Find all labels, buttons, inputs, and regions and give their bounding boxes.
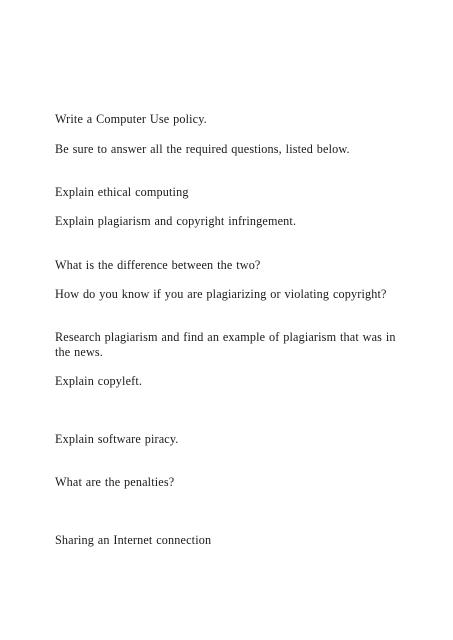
paragraph-how-do-you-know: How do you know if you are plagiarizing or violating copyright? [55, 287, 387, 301]
paragraph-software-piracy: Explain software piracy. [55, 432, 179, 446]
paragraph-instructions: Be sure to answer all the required questions, listed below. [55, 142, 350, 156]
paragraph-ethical-computing: Explain ethical computing [55, 185, 189, 199]
paragraph-sharing-internet: Sharing an Internet connection [55, 533, 212, 547]
paragraph-research-plagiarism: Research plagiarism and find an example of plagiarism that was in the news. [55, 330, 396, 359]
paragraph-penalties: What are the penalties? [55, 475, 175, 489]
paragraph-plagiarism-copyright: Explain plagiarism and copyright infringement. [55, 214, 297, 228]
paragraph-policy-title: Write a Computer Use policy. [55, 112, 207, 126]
paragraph-copyleft: Explain copyleft. [55, 374, 143, 388]
paragraph-difference-question: What is the difference between the two? [55, 258, 261, 272]
